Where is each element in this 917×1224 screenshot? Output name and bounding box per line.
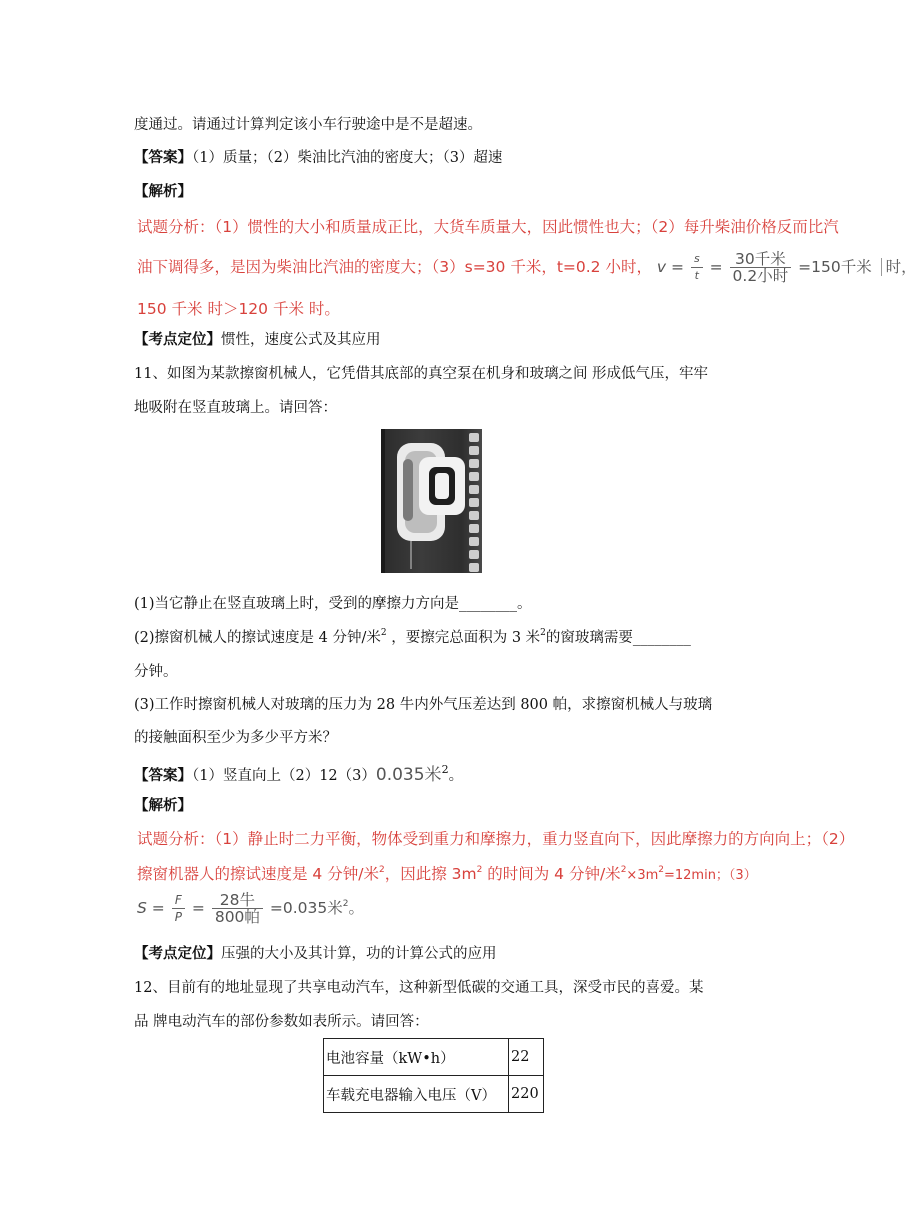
question-12-cont: 品 牌电动汽车的部份参数如表所示。请回答：: [134, 1014, 429, 1030]
analysis-line: 试题分析：（1）静止时二力平衡，物体受到重力和摩擦力，重力竖直向下，因此摩擦力的方向向上；（2）: [137, 830, 855, 848]
text-line: 度通过。请通过计算判定该小车行驶途中是不是超速。: [134, 117, 482, 133]
table-row: [324, 1039, 544, 1076]
question-11-cont: 地吸附在竖直玻璃上。请回答：: [134, 400, 337, 416]
question-11-part-1: (1)当它静止在竖直玻璃上时，受到的摩擦力方向是________。: [134, 596, 532, 612]
question-11-part-2-cont: 分钟。: [134, 664, 178, 680]
fraction: $\frac{s}{t}$: [691, 251, 703, 284]
kaodian-10: 【考点定位】惯性，速度公式及其应用: [134, 331, 381, 348]
fraction: $\frac{\text{28牛}}{\text{800帕}}$: [212, 892, 263, 925]
kaodian-11: 【考点定位】压强的大小及其计算，功的计算公式的应用: [134, 945, 497, 962]
fraction: $\frac{F}{P}$: [172, 892, 185, 925]
analysis-tag: 【解析】: [134, 797, 192, 814]
parameter-table: [323, 1038, 544, 1113]
table-cell: 车载充电器输入电压（V）: [324, 1076, 509, 1113]
analysis-line-formula: 油下调得多，是因为柴油比汽油的密度大；（3）s=30 千米，t=0.2 小时， v = $\frac{s}{t}$ = $\frac{\text{30千米}}{\text{0.2小时}}$ =150千米 时，: [137, 250, 917, 285]
analysis-tag: 【解析】: [134, 183, 192, 200]
analysis-formula: S = $\frac{F}{P}$ = $\frac{\text{28牛}}{\text{800帕}}$ =0.035米$^2$。: [137, 891, 364, 926]
question-11-part-3-cont: 的接触面积至少为多少平方米？: [134, 730, 337, 746]
answer-10: [134, 146, 502, 167]
analysis-line: 擦窗机器人的擦试速度是 4 分钟/米$^2$，因此擦 $3m^2$ 的时间为 4 分钟/米$^2\times 3m^2=12\min$；（3）: [137, 865, 757, 883]
analysis-line: 150 千米 时＞120 千米 时。: [137, 300, 340, 318]
answer-tag: 【答案】: [134, 149, 192, 166]
table-cell: 电池容量（kW•h）: [324, 1039, 509, 1076]
question-12: 12、目前有的地址显现了共享电动汽车，这种新型低碳的交通工具，深受市民的喜爱。某: [134, 980, 704, 996]
answer-11: 【答案】（1）竖直向上（2）12（3）0.035米$^2$。: [134, 763, 464, 785]
question-11-part-2: (2)擦窗机械人的擦试速度是 4 分钟/米$^2$ ，要擦完总面积为 3 米$^2$的窗玻璃需要________: [134, 628, 691, 646]
table-cell: 22: [509, 1039, 544, 1076]
analysis-line: 试题分析：（1）惯性的大小和质量成正比，大货车质量大，因此惯性也大；（2）每升柴油价格反而比汽: [137, 218, 839, 236]
question-11-part-3: (3)工作时擦窗机械人对玻璃的压力为 28 牛内外气压差达到 800 帕，求擦窗机械人与玻璃: [134, 697, 713, 713]
table-cell: 220: [509, 1076, 544, 1113]
window-robot-photo: [381, 429, 482, 573]
answer-text: （1）质量；（2）柴油比汽油的密度大；（3）超速: [192, 150, 503, 166]
table-row: [324, 1076, 544, 1113]
fraction: $\frac{\text{30千米}}{\text{0.2小时}}$: [730, 251, 792, 284]
question-11: 11、如图为某款擦窗机械人，它凭借其底部的真空泵在机身和玻璃之间 形成低气压，牢牢: [134, 366, 709, 382]
